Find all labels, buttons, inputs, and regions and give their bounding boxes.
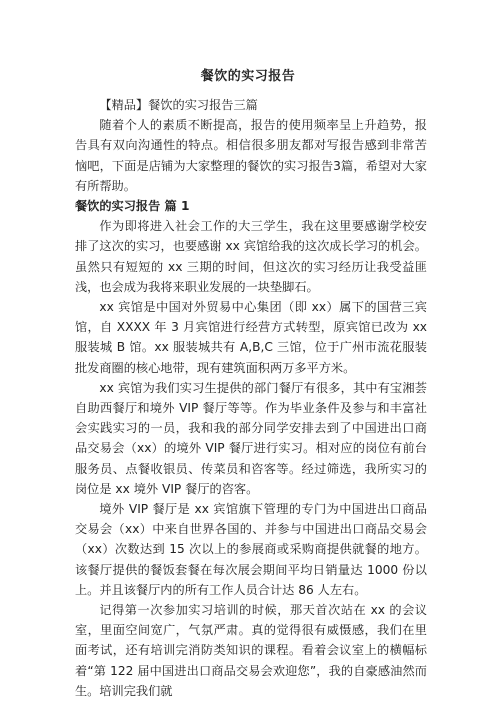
section-heading: 餐饮的实习报告 篇 1 bbox=[75, 199, 190, 214]
body-paragraph-2: xx 宾馆是中国对外贸易中心集团（即 xx）属下的国营三宾馆，自 XXXX 年 3 月宾馆进行经营方式转型，原宾馆已改为 xx 服装城 B 馆。xx 服装城共有 A,B,C 三馆，位于广州市流花服装批发商圈的核心地带，现有建筑面积两万多平方米。 bbox=[75, 300, 427, 375]
intro-paragraph: 随着个人的素质不断提高，报告的使用频率呈上升趋势，报告具有双向沟通性的特点。相信很多朋友都对写报告感到非常苦恼吧，下面是店铺为大家整理的餐饮的实习报告3篇，希望对大家有所帮助。 bbox=[75, 118, 427, 193]
intro-tag: 【精品】餐饮的实习报告三篇 bbox=[99, 98, 258, 112]
body-paragraph-3: xx 宾馆为我们实习生提供的部门餐厅有很多，其中有宝湘荟自助西餐厅和境外 VIP 餐厅等等。作为毕业条件及参与和丰富社会实践实习的一员，我和我的部分同学安排去到了中国进出口商品交易会（xx）的境外 VIP 餐厅进行实习。相对应的岗位有前台服务员、点餐收银员、传菜员和咨客等。经过筛选，我所实习的岗位是 xx 境外 VIP 餐厅的咨客。 bbox=[75, 380, 427, 496]
document-title: 餐饮的实习报告 bbox=[200, 69, 296, 84]
body-paragraph-5: 记得第一次参加实习培训的时候，那天首次站在 xx 的会议室，里面空间宽广，气氛严肃。真的觉得很有威慑感，我们在里面考试，还有培训完消防类知识的课程。看着会议室上的横幅标着“第 122 届中国进出口商品交易会欢迎您”，我的自豪感油然而生。培训完我们就 bbox=[75, 603, 427, 698]
body-paragraph-1: 作为即将进入社会工作的大三学生，我在这里要感谢学校安排了这次的实习，也要感谢 xx 宾馆给我的这次成长学习的机会。虽然只有短短的 xx 三期的时间，但这次的实习经历让我受益匪浅，也会成为我将来职业发展的一块垫脚石。 bbox=[75, 219, 427, 294]
document-body bbox=[75, 95, 427, 701]
body-paragraph-4: 境外 VIP 餐厅是 xx 宾馆旗下管理的专门为中国进出口商品交易会（xx）中来自世界各国的、并参与中国进出口商品交易会（xx）次数达到 15 次以上的参展商或采购商提供就餐的地方。该餐厅提供的餐饭套餐在每次展会期间平均日销量达 1000 份以上。并且该餐厅内的所有工作人员合计达 86 人左右。 bbox=[75, 502, 427, 597]
